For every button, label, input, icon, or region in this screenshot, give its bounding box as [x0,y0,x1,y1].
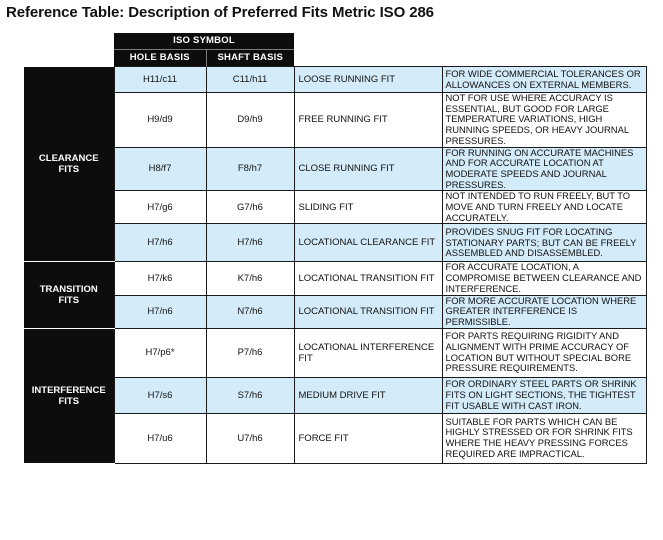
fit-name-cell: LOCATIONAL CLEARANCE FIT [294,224,442,262]
fits-table [24,33,647,464]
category-label: TRANSITION FITS [24,262,114,328]
fit-name-cell: MEDIUM DRIVE FIT [294,377,442,413]
hole-basis-cell: H7/k6 [114,262,206,295]
description-cell: FOR RUNNING ON ACCURATE MACHINES AND FOR ACCURATE LOCATION AT MODERATE SPEEDS AND JOURNAL PRESSURES. [442,147,646,191]
header-blank-right [294,50,646,67]
hole-basis-cell: H7/h6 [114,224,206,262]
fit-name-cell: LOCATIONAL TRANSITION FIT [294,262,442,295]
description-cell: NOT FOR USE WHERE ACCURACY IS ESSENTIAL, BUT GOOD FOR LARGE TEMPERATURE VARIATIONS, HIGH RUNNING SPEEDS, OR HEAVY JOURNAL PRESSURES. [442,93,646,148]
fits-table-body [24,67,646,464]
shaft-basis-cell: K7/h6 [206,262,294,295]
description-cell: SUITABLE FOR PARTS WHICH CAN BE HIGHLY STRESSED OR FOR SHRINK FITS WHERE THE HEAVY PRESSING FORCES REQUIRED ARE IMPRACTICAL. [442,413,646,463]
header-blank-right [294,33,646,50]
description-cell: FOR PARTS REQUIRING RIGIDITY AND ALIGNMENT WITH PRIME ACCURACY OF LOCATION BUT WITHOUT SPECIAL BORE PRESSURE REQUIREMENTS. [442,328,646,377]
shaft-basis-cell: N7/h6 [206,295,294,328]
description-cell: PROVIDES SNUG FIT FOR LOCATING STATIONARY PARTS; BUT CAN BE FREELY ASSEMBLED AND DISASSEMBLED. [442,224,646,262]
hole-basis-cell: H11/c11 [114,67,206,93]
fit-name-cell: LOOSE RUNNING FIT [294,67,442,93]
description-cell: FOR ORDINARY STEEL PARTS OR SHRINK FITS ON LIGHT SECTIONS, THE TIGHTEST FIT USABLE WITH CAST IRON. [442,377,646,413]
description-cell: FOR ACCURATE LOCATION, A COMPROMISE BETWEEN CLEARANCE AND INTERFERENCE. [442,262,646,295]
shaft-basis-cell: F8/h7 [206,147,294,191]
fit-name-cell: CLOSE RUNNING FIT [294,147,442,191]
fit-name-cell: SLIDING FIT [294,191,442,224]
table-row [24,413,646,463]
description-cell: NOT INTENDED TO RUN FREELY, BUT TO MOVE AND TURN FREELY AND LOCATE ACCURATELY. [442,191,646,224]
shaft-basis-cell: G7/h6 [206,191,294,224]
shaft-basis-cell: U7/h6 [206,413,294,463]
shaft-basis-cell: D9/h9 [206,93,294,148]
shaft-basis-header: SHAFT BASIS [206,50,294,67]
fit-name-cell: FREE RUNNING FIT [294,93,442,148]
table-row [24,262,646,295]
table-row [24,191,646,224]
table-row [24,295,646,328]
category-label: INTERFERENCE FITS [24,328,114,463]
hole-basis-cell: H7/u6 [114,413,206,463]
table-row [24,224,646,262]
hole-basis-header: HOLE BASIS [114,50,206,67]
header-blank [24,33,114,50]
page-title: Reference Table: Description of Preferred Fits Metric ISO 286 [6,4,434,21]
shaft-basis-cell: H7/h6 [206,224,294,262]
fit-name-cell: LOCATIONAL INTERFERENCE FIT [294,328,442,377]
fit-name-cell: FORCE FIT [294,413,442,463]
category-label: CLEARANCE FITS [24,67,114,262]
hole-basis-cell: H7/g6 [114,191,206,224]
shaft-basis-cell: C11/h11 [206,67,294,93]
header-blank [24,50,114,67]
table-row [24,377,646,413]
description-cell: FOR MORE ACCURATE LOCATION WHERE GREATER INTERFERENCE IS PERMISSIBLE. [442,295,646,328]
table-row [24,93,646,148]
table-row [24,147,646,191]
hole-basis-cell: H8/f7 [114,147,206,191]
fit-name-cell: LOCATIONAL TRANSITION FIT [294,295,442,328]
table-row [24,67,646,93]
hole-basis-cell: H7/p6* [114,328,206,377]
description-cell: FOR WIDE COMMERCIAL TOLERANCES OR ALLOWANCES ON EXTERNAL MEMBERS. [442,67,646,93]
hole-basis-cell: H7/s6 [114,377,206,413]
iso-symbol-header: ISO SYMBOL [114,33,294,50]
table-row [24,328,646,377]
shaft-basis-cell: P7/h6 [206,328,294,377]
shaft-basis-cell: S7/h6 [206,377,294,413]
hole-basis-cell: H7/n6 [114,295,206,328]
hole-basis-cell: H9/d9 [114,93,206,148]
